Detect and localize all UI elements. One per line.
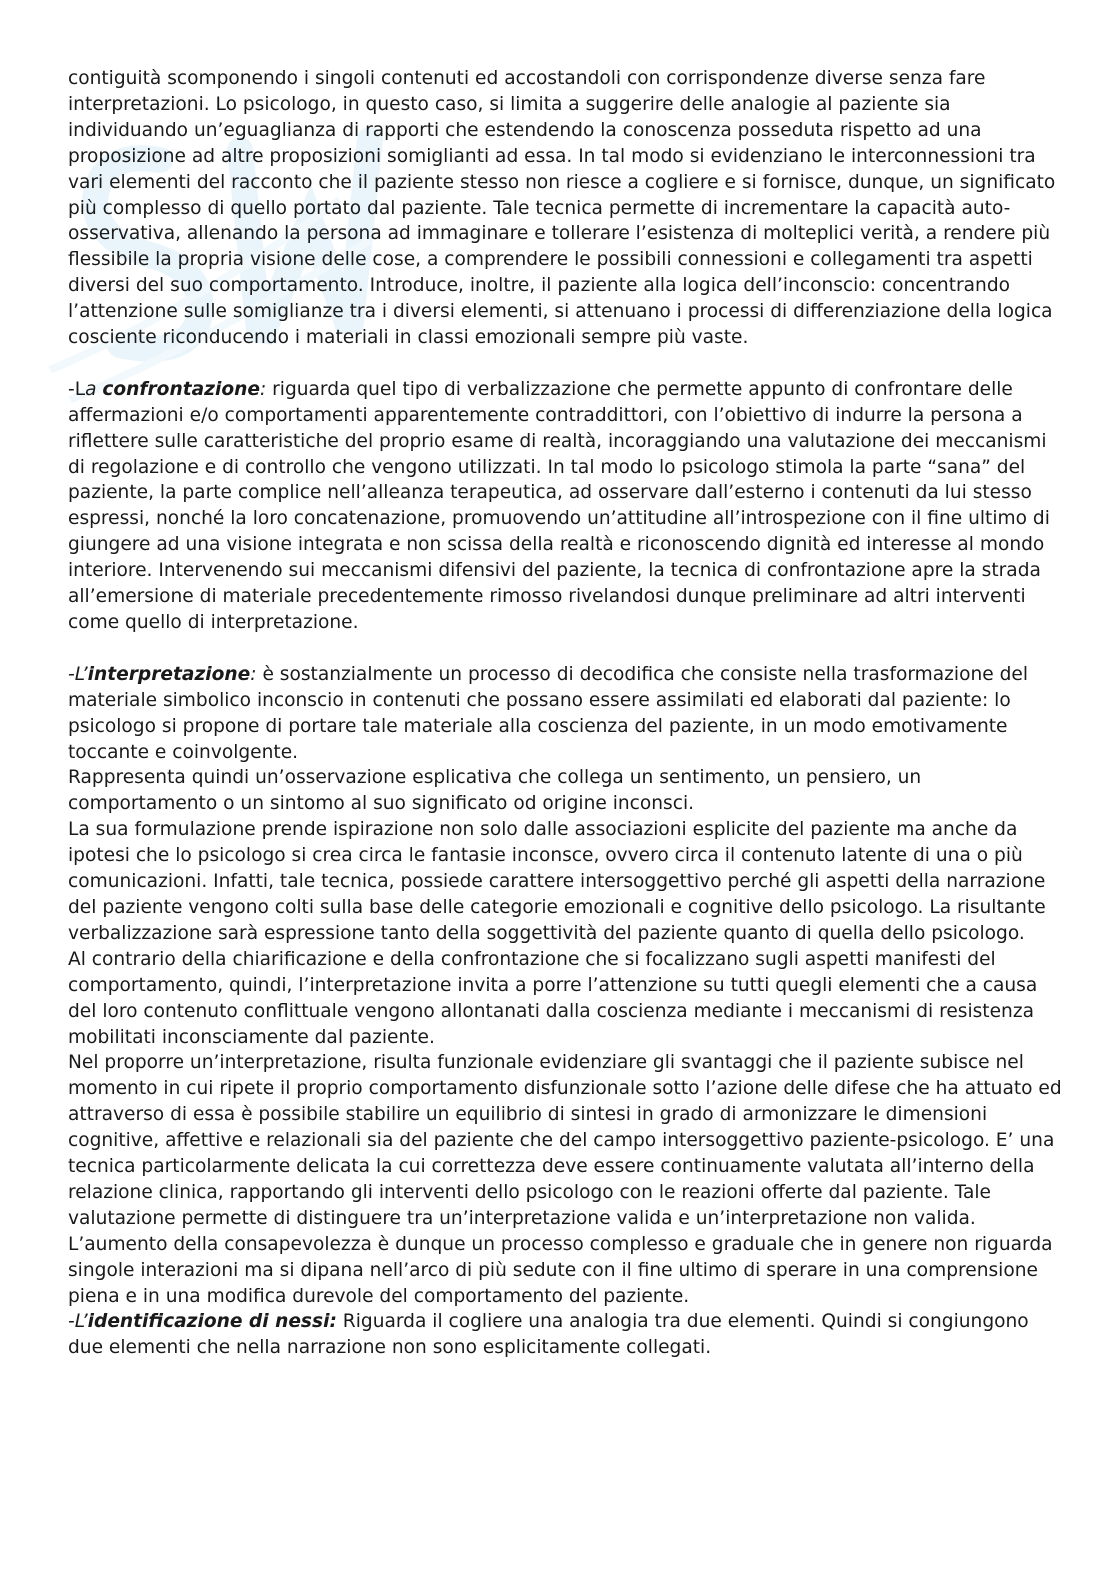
term-interpretazione: interpretazione: [87, 663, 251, 685]
nessi-prefix: -L’: [68, 1311, 88, 1333]
paragraph-analogia: contiguità scomponendo i singoli contenuti ed accostandoli con corrispondenze diverse senza fare interpretazioni. Lo psicologo, in questo caso, si limita a suggerire delle analogie al paziente sia individuando un’eguaglianza di rapporti che estendendo la conoscenza posseduta rispetto ad una proposizione ad altre proposizioni somiglianti ad essa. In tal modo si evidenziano le interconnessioni tra vari elementi del racconto che il paziente stesso non riesce a cogliere e si fornisce, dunque, un significato più complesso di quello portato dal paziente. Tale tecnica permette di incrementare la capacità auto-osservativa, allenando la persona ad immaginare e tollerare l’esistenza di molteplici verità, a rendere più flessibile la propria visione delle cose, a comprendere le possibili connessioni e collegamenti tra aspetti diversi del suo comportamento. Introduce, inoltre, il paziente alla logica dell’inconscio: concentrando l’attenzione sulle somiglianze tra i diversi elementi, si attenuano i processi di differenziazione della logica cosciente riconducendo i materiali in classi emozionali sempre più vaste.: [68, 68, 1056, 349]
paragraph-nessi: [68, 1309, 1068, 1361]
confrontazione-colon: :: [259, 378, 267, 400]
paragraph-proporre: Nel proporre un’interpretazione, risulta funzionale evidenziare gli svantaggi che il paziente subisce nel momento in cui ripete il proprio comportamento disfunzionale sotto l’azione delle difese che ha attuato ed attraverso di essa è possibile stabilire un equilibrio di sintesi in grado di armonizzare le dimensioni cognitive, affettive e relazionali sia del paziente che del campo intersoggettivo paziente-psicologo. E’ una tecnica particolarmente delicata la cui correttezza deve essere continuamente valutata all’interno della relazione clinica, rapportando gli interventi dello psicologo con le reazioni offerte dal paziente. Tale valutazione permette di distinguere tra un’interpretazione valida e un’interpretazione non valida. L’aumento della consapevolezza è dunque un processo complesso e graduale che in genere non riguarda singole interazioni ma si dipana nell’arco di più sedute con il fine ultimo di sperare in una comprensione piena e in una modifica durevole del comportamento del paziente.: [68, 1052, 1062, 1307]
term-confrontazione: confrontazione: [102, 378, 260, 400]
paragraph-interpretazione: [68, 662, 1068, 766]
nessi-body: Riguarda il cogliere una analogia tra due elementi. Quindi si congiungono due elementi che nella narrazione non sono esplicitamente collegati.: [68, 1311, 1029, 1359]
paragraph-formulazione: La sua formulazione prende ispirazione non solo dalle associazioni esplicite del paziente ma anche da ipotesi che lo psicologo si crea circa le fantasie inconsce, ovvero circa il contenuto latente di una o più comunicazioni. Infatti, tale tecnica, possiede carattere intersoggettivo perché gli aspetti della narrazione del paziente vengono colti sulla base delle categorie emozionali e cognitive dello psicologo. La risultante verbalizzazione sarà espressione tanto della soggettività del paziente quanto di quella dello psicologo.: [68, 819, 1046, 944]
paragraph-confrontazione: [68, 377, 1068, 636]
confrontazione-prefix-italic: a: [85, 378, 103, 400]
confrontazione-body: riguarda quel tipo di verbalizzazione che permette appunto di confrontare delle affermazioni e/o comportamenti apparentemente contraddittori, con l’obiettivo di indurre la persona a riflettere sulle caratteristiche del proprio esame di realtà, incoraggiando una valutazione dei meccanismi di regolazione e di controllo che vengono utilizzati. In tal modo lo psicologo stimola la parte “sana” del paziente, la parte complice nell’alleanza terapeutica, ad osservare dall’esterno i contenuti da lui stesso espressi, nonché la loro concatenazione, promuovendo un’attitudine all’introspezione con il fine ultimo di giungere ad una visione integrata e non scissa della realtà e riconoscendo dignità ed interesse al mondo interiore. Intervenendo sui meccanismi difensivi del paziente, la tecnica di confrontazione apre la strada all’emersione di materiale precedentemente rimosso rivelandosi dunque preliminare ad altri interventi come quello di interpretazione.: [68, 378, 1050, 634]
paragraph-osservazione: Rappresenta quindi un’osservazione esplicativa che collega un sentimento, un pensiero, un comportamento o un sintomo al suo significato od origine inconsci.: [68, 767, 922, 815]
interpretazione-prefix: -L’: [68, 663, 88, 685]
interpretazione-body: è sostanzialmente un processo di decodifica che consiste nella trasformazione del materiale simbolico inconscio in contenuti che possano essere assimilati ed elaborati dal paziente: lo psicologo si propone di portare tale materiale alla coscienza del paziente, in un modo emotivamente toccante e coinvolgente.: [68, 663, 1029, 763]
term-identificazione-nessi: identificazione di nessi:: [87, 1311, 337, 1333]
document-body: [68, 66, 1068, 1361]
confrontazione-prefix: -L: [68, 378, 86, 400]
paragraph-contrario: Al contrario della chiarificazione e della confrontazione che si focalizzano sugli aspetti manifesti del comportamento, quindi, l’interpretazione invita a porre l’attenzione su tutti quegli elementi che a causa del loro contenuto conflittuale vengono allontanati dalla coscienza mediante i meccanismi di resistenza mobilitati inconsciamente dal paziente.: [68, 948, 1038, 1048]
interpretazione-colon: :: [250, 663, 257, 685]
